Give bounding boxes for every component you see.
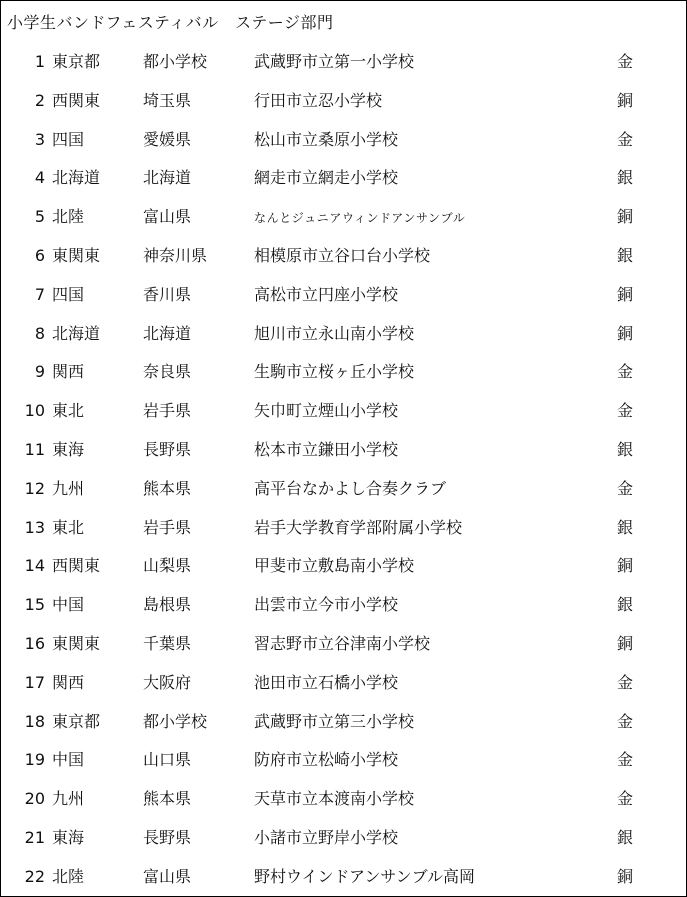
entry-number: 4 xyxy=(34,168,45,188)
result-row xyxy=(1,197,686,236)
school-name: なんとジュニアウィンドアンサンブル xyxy=(254,211,466,226)
result-row xyxy=(1,702,686,741)
entry-number: 7 xyxy=(34,284,45,304)
prefecture-name: 山口県 xyxy=(143,750,192,770)
region-name: 西関東 xyxy=(52,556,101,576)
prefecture-name: 長野県 xyxy=(143,827,192,847)
results-list xyxy=(1,42,686,896)
prefecture-name: 富山県 xyxy=(143,207,192,227)
entry-number: 12 xyxy=(24,478,45,498)
school-name: 野村ウインドアンサンブル高岡 xyxy=(254,866,475,886)
prefecture-name: 埼玉県 xyxy=(143,90,192,110)
entry-number: 15 xyxy=(24,595,45,615)
result-row xyxy=(1,158,686,197)
result-row xyxy=(1,391,686,430)
prefecture-name: 北海道 xyxy=(143,323,192,343)
region-name: 中国 xyxy=(52,750,85,770)
school-name: 武蔵野市立第三小学校 xyxy=(254,711,415,731)
school-name: 松本市立鎌田小学校 xyxy=(254,439,399,459)
school-name: 出雲市立今市小学校 xyxy=(254,595,399,615)
result-row xyxy=(1,236,686,275)
prefecture-name: 熊本県 xyxy=(143,789,192,809)
region-name: 西関東 xyxy=(52,90,101,110)
prefecture-name: 富山県 xyxy=(143,866,192,886)
result-row xyxy=(1,469,686,508)
school-name: 矢巾町立煙山小学校 xyxy=(254,401,399,421)
award-badge: 銅 xyxy=(617,633,634,653)
region-name: 東関東 xyxy=(52,245,101,265)
result-row xyxy=(1,585,686,624)
award-badge: 銀 xyxy=(617,245,634,265)
result-row xyxy=(1,42,686,81)
region-name: 九州 xyxy=(52,789,85,809)
award-badge: 金 xyxy=(617,711,634,731)
result-row xyxy=(1,663,686,702)
award-badge: 銅 xyxy=(617,284,634,304)
school-name: 武蔵野市立第一小学校 xyxy=(254,52,415,71)
result-row xyxy=(1,275,686,314)
award-badge: 金 xyxy=(617,789,634,809)
result-row xyxy=(1,740,686,779)
award-badge: 金 xyxy=(617,478,634,498)
entry-number: 17 xyxy=(24,672,45,692)
award-badge: 銀 xyxy=(617,827,634,847)
award-badge: 銅 xyxy=(617,207,634,227)
entry-number: 3 xyxy=(34,129,45,149)
region-name: 東北 xyxy=(52,517,85,537)
region-name: 北陸 xyxy=(52,207,85,227)
region-name: 東京都 xyxy=(52,52,101,71)
entry-number: 13 xyxy=(24,517,45,537)
prefecture-name: 長野県 xyxy=(143,439,192,459)
result-row xyxy=(1,857,686,896)
school-name: 岩手大学教育学部附属小学校 xyxy=(254,517,463,537)
school-name: 防府市立松崎小学校 xyxy=(254,750,399,770)
region-name: 東海 xyxy=(52,827,85,847)
prefecture-name: 香川県 xyxy=(143,284,192,304)
region-name: 東京都 xyxy=(52,711,101,731)
school-name: 相模原市立谷口台小学校 xyxy=(254,245,431,265)
prefecture-name: 神奈川県 xyxy=(143,245,208,265)
entry-number: 9 xyxy=(34,362,45,382)
prefecture-name: 都小学校 xyxy=(143,52,208,71)
result-row xyxy=(1,818,686,857)
award-badge: 金 xyxy=(617,750,634,770)
prefecture-name: 愛媛県 xyxy=(143,129,192,149)
region-name: 北陸 xyxy=(52,866,85,886)
result-row xyxy=(1,546,686,585)
result-row xyxy=(1,314,686,353)
entry-number: 22 xyxy=(24,866,45,886)
prefecture-name: 岩手県 xyxy=(143,517,192,537)
region-name: 四国 xyxy=(52,129,85,149)
school-name: 高松市立円座小学校 xyxy=(254,284,399,304)
prefecture-name: 奈良県 xyxy=(143,362,192,382)
entry-number: 8 xyxy=(34,323,45,343)
result-row xyxy=(1,120,686,159)
school-name: 小諸市立野岸小学校 xyxy=(254,827,399,847)
entry-number: 20 xyxy=(24,789,45,809)
result-row xyxy=(1,779,686,818)
prefecture-name: 熊本県 xyxy=(143,478,192,498)
prefecture-name: 岩手県 xyxy=(143,401,192,421)
result-row xyxy=(1,624,686,663)
entry-number: 6 xyxy=(34,245,45,265)
region-name: 東北 xyxy=(52,401,85,421)
region-name: 関西 xyxy=(52,362,85,382)
region-name: 四国 xyxy=(52,284,85,304)
award-badge: 金 xyxy=(617,52,634,71)
entry-number: 16 xyxy=(24,633,45,653)
school-name: 行田市立忍小学校 xyxy=(254,90,383,110)
prefecture-name: 北海道 xyxy=(143,168,192,188)
award-badge: 銀 xyxy=(617,168,634,188)
entry-number: 21 xyxy=(24,827,45,847)
award-badge: 銅 xyxy=(617,90,634,110)
result-row xyxy=(1,81,686,120)
result-row xyxy=(1,430,686,469)
award-badge: 銅 xyxy=(617,323,634,343)
prefecture-name: 島根県 xyxy=(143,595,192,615)
region-name: 東海 xyxy=(52,439,85,459)
school-name: 高平台なかよし合奏クラブ xyxy=(254,478,447,498)
prefecture-name: 大阪府 xyxy=(143,672,192,692)
region-name: 北海道 xyxy=(52,323,101,343)
entry-number: 5 xyxy=(34,207,45,227)
school-name: 松山市立桑原小学校 xyxy=(254,129,399,149)
award-badge: 金 xyxy=(617,672,634,692)
region-name: 東関東 xyxy=(52,633,101,653)
award-badge: 銅 xyxy=(617,556,634,576)
award-badge: 銀 xyxy=(617,439,634,459)
region-name: 関西 xyxy=(52,672,85,692)
school-name: 天草市立本渡南小学校 xyxy=(254,789,415,809)
school-name: 甲斐市立敷島南小学校 xyxy=(254,556,415,576)
entry-number: 2 xyxy=(34,90,45,110)
entry-number: 19 xyxy=(24,750,45,770)
award-badge: 銀 xyxy=(617,517,634,537)
result-row xyxy=(1,352,686,391)
entry-number: 18 xyxy=(24,711,45,731)
region-name: 九州 xyxy=(52,478,85,498)
page-title: 小学生バンドフェスティバル ステージ部門 xyxy=(7,13,334,32)
award-badge: 金 xyxy=(617,401,634,421)
result-row xyxy=(1,508,686,547)
school-name: 習志野市立谷津南小学校 xyxy=(254,633,431,653)
award-badge: 銀 xyxy=(617,595,634,615)
award-badge: 銅 xyxy=(617,866,634,886)
school-name: 池田市立石橋小学校 xyxy=(254,672,399,692)
award-badge: 金 xyxy=(617,362,634,382)
entry-number: 10 xyxy=(24,401,45,421)
prefecture-name: 千葉県 xyxy=(143,633,192,653)
entry-number: 11 xyxy=(24,439,45,459)
school-name: 生駒市立桜ヶ丘小学校 xyxy=(254,362,415,382)
prefecture-name: 山梨県 xyxy=(143,556,192,576)
entry-number: 14 xyxy=(24,556,45,576)
entry-number: 1 xyxy=(34,52,45,71)
school-name: 旭川市立永山南小学校 xyxy=(254,323,415,343)
region-name: 北海道 xyxy=(52,168,101,188)
school-name: 網走市立網走小学校 xyxy=(254,168,399,188)
prefecture-name: 都小学校 xyxy=(143,711,208,731)
region-name: 中国 xyxy=(52,595,85,615)
award-badge: 金 xyxy=(617,129,634,149)
